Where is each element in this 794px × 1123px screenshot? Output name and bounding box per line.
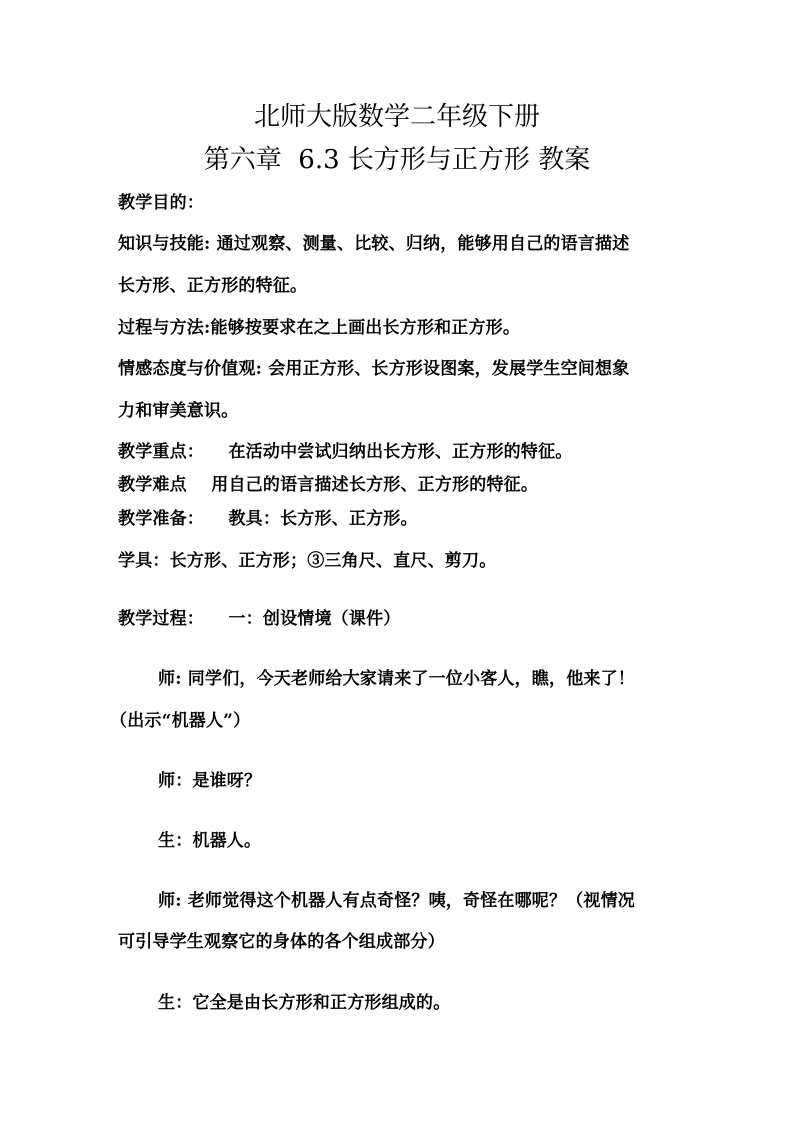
paragraph-knowledge-skills-cont: 长方形、正方形的特征。 — [118, 276, 308, 296]
dialogue-teacher-2: 师：是谁呀？ — [158, 771, 262, 791]
paragraph-key-point: 教学重点： 在活动中尝试归纳出长方形、正方形的特征。 — [118, 442, 573, 462]
paragraph-teaching-process: 教学过程： 一：创设情境（课件） — [118, 609, 401, 629]
paragraph-knowledge-skills: 知识与技能: 通过观察、测量、比较、归纳，能够用自己的语言描述 — [118, 234, 630, 254]
paragraph-preparation: 教学准备： 教具：长方形、正方形。 — [118, 509, 418, 529]
dialogue-student-1: 生：机器人。 — [158, 831, 262, 851]
dialogue-student-2: 生：它全是由长方形和正方形组成的。 — [158, 993, 451, 1013]
dialogue-teacher-3-cont: 可引导学生观察它的身体的各个组成部分） — [118, 932, 445, 952]
document-subtitle: 第六章 6.3 长方形与正方形 教案 — [203, 145, 591, 175]
dialogue-teacher-1: 师: 同学们，今天老师给大家请来了一位小客人，瞧，他来了！ — [158, 669, 635, 689]
paragraph-process-method: 过程与方法:能够按要求在之上画出长方形和正方形。 — [118, 318, 521, 338]
paragraph-attitude-values-cont: 力和审美意识。 — [118, 401, 239, 421]
document-title: 北师大版数学二年级下册 — [253, 102, 540, 132]
dialogue-teacher-3: 师: 老师觉得这个机器人有点奇怪？咦，奇怪在哪呢？（视情况 — [158, 891, 635, 911]
section-heading-objectives: 教学目的： — [118, 193, 204, 213]
paragraph-attitude-values: 情感态度与价值观: 会用正方形、长方形设图案，发展学生空间想象 — [118, 359, 630, 379]
dialogue-teacher-1-cont: （出示“机器人”） — [110, 711, 251, 731]
paragraph-difficulty: 教学难点 用自己的语言描述长方形、正方形的特征。 — [118, 475, 539, 495]
paragraph-student-tools: 学具：长方形、正方形；③三角尺、直尺、剪刀。 — [118, 551, 497, 571]
